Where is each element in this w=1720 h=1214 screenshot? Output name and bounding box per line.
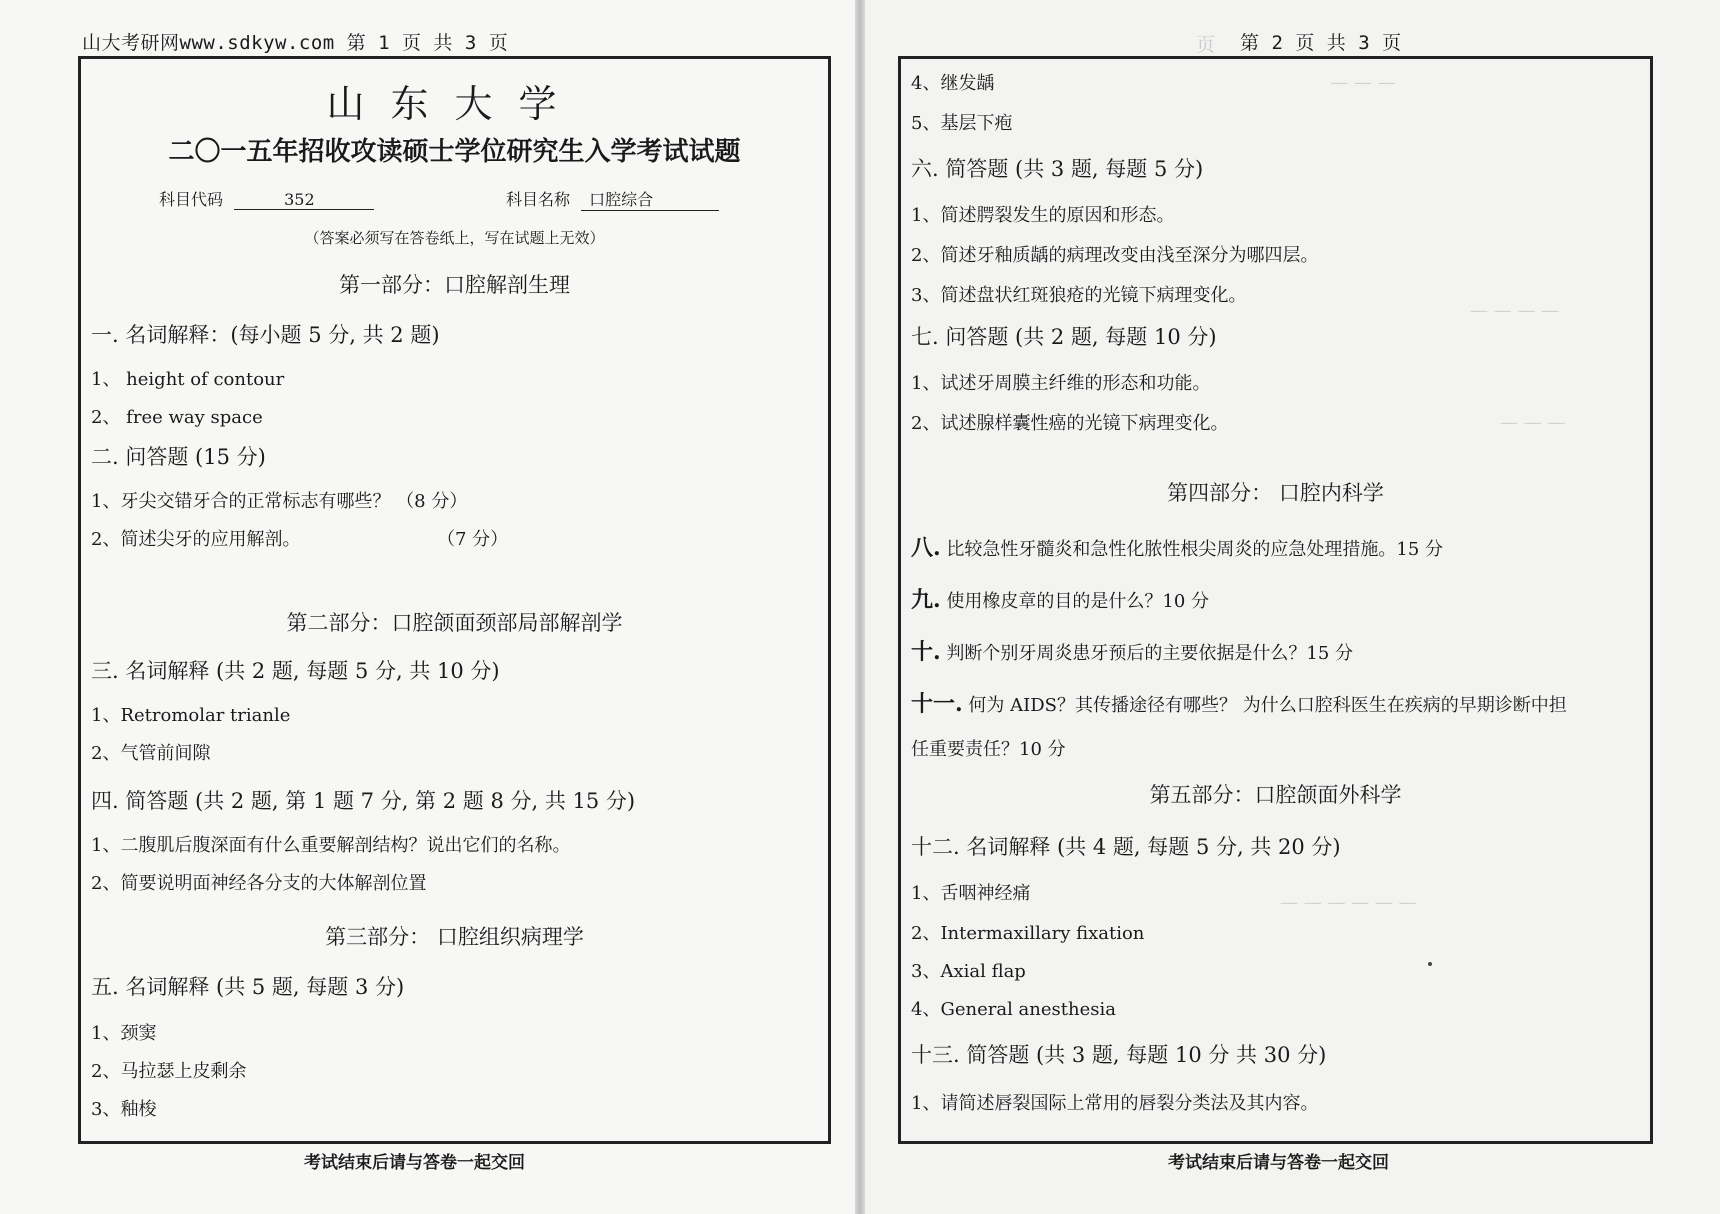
question-text: 3、简述盘状红斑狼疮的光镜下病理变化。 [911, 285, 1247, 306]
question-number: 十一. [911, 691, 963, 717]
question-text: 1、二腹肌后腹深面有什么重要解剖结构？说出它们的名称。 [91, 835, 571, 856]
part-4-heading: 第四部分： 口腔内科学 [1167, 481, 1384, 505]
page-fold [855, 0, 865, 1214]
question-text: 1、 height of contour [91, 369, 285, 390]
question-text: 2、马拉瑟上皮剩余 [91, 1061, 247, 1082]
question-text: 任重要责任？10 分 [911, 739, 1066, 760]
exam-frame-left [78, 56, 831, 1144]
question-text: 2、Intermaxillary fixation [911, 923, 1145, 944]
question-text: 判断个别牙周炎患牙预后的主要依据是什么？15 分 [946, 643, 1354, 664]
question-9 [911, 583, 1209, 614]
question-text: 1、简述腭裂发生的原因和形态。 [911, 205, 1175, 226]
part-5-heading: 第五部分：口腔颌面外科学 [1149, 783, 1402, 807]
page-header-right: 第 2 页 共 3 页 [1240, 32, 1402, 54]
bleed-through-mark: 页 [1196, 34, 1216, 56]
page-header-left: 山大考研网www.sdkyw.com 第 1 页 共 3 页 [82, 32, 509, 54]
question-text: 5、基层下疱 [911, 113, 1013, 134]
question-number: 九. [911, 587, 941, 613]
section-3-heading: 三. 名词解释 (共 2 题, 每题 5 分, 共 10 分) [91, 659, 500, 683]
question-number: 八. [911, 535, 941, 561]
question-8 [911, 531, 1443, 562]
subject-code-value: 352 [234, 190, 374, 210]
question-text: 何为 AIDS？其传播途径有哪些？ 为什么口腔科医生在疾病的早期诊断中担 [968, 695, 1567, 716]
section-4-heading: 四. 简答题 (共 2 题, 第 1 题 7 分, 第 2 题 8 分, 共 15 分) [91, 789, 636, 813]
question-number: 十. [911, 639, 941, 665]
question-text: 2、简述牙釉质龋的病理改变由浅至深分为哪四层。 [911, 245, 1319, 266]
question-text: 2、简述尖牙的应用解剖。 [91, 529, 301, 550]
part-2-heading: 第二部分：口腔颌面颈部局部解剖学 [286, 611, 623, 635]
question-score: （7 分） [437, 529, 509, 550]
question-text: 1、牙尖交错牙合的正常标志有哪些？ （8 分） [91, 491, 468, 512]
question-text: 1、颈窦 [91, 1023, 157, 1044]
page-footer-right: 考试结束后请与答卷一起交回 [1168, 1153, 1389, 1173]
question-text: 2、 free way space [91, 407, 263, 428]
exam-title: 二〇一五年招收攻读硕士学位研究生入学考试试题 [168, 137, 741, 167]
section-2-heading: 二. 问答题 (15 分) [91, 445, 266, 469]
section-12-heading: 十二. 名词解释 (共 4 题, 每题 5 分, 共 20 分) [911, 835, 1341, 859]
subject-code-label: 科目代码 [159, 190, 224, 209]
question-10 [911, 635, 1353, 666]
question-text: 1、舌咽神经痛 [911, 883, 1031, 904]
university-title: 山东大学 [326, 82, 583, 126]
section-1-heading: 一. 名词解释：(每小题 5 分, 共 2 题) [91, 323, 440, 347]
question-text: 3、釉梭 [91, 1099, 157, 1120]
question-text: 1、Retromolar trianle [91, 705, 291, 726]
question-text: 4、继发龋 [911, 73, 995, 94]
question-text: 1、试述牙周膜主纤维的形态和功能。 [911, 373, 1211, 394]
exam-frame-right [898, 56, 1653, 1144]
question-text: 2、试述腺样囊性癌的光镜下病理变化。 [911, 413, 1229, 434]
section-7-heading: 七. 问答题 (共 2 题, 每题 10 分) [911, 325, 1217, 349]
answer-note: （答案必须写在答卷纸上，写在试题上无效） [304, 229, 605, 247]
question-text: 1、请简述唇裂国际上常用的唇裂分类法及其内容。 [911, 1093, 1319, 1114]
question-text: 使用橡皮章的目的是什么？10 分 [946, 591, 1210, 612]
subject-name [506, 187, 719, 211]
section-13-heading: 十三. 简答题 (共 3 题, 每题 10 分 共 30 分) [911, 1043, 1327, 1067]
question-text: 2、气管前间隙 [91, 743, 211, 764]
section-5-heading: 五. 名词解释 (共 5 题, 每题 3 分) [91, 975, 405, 999]
subject-code [159, 187, 374, 210]
subject-name-value: 口腔综合 [581, 187, 719, 211]
part-1-heading: 第一部分：口腔解剖生理 [339, 273, 570, 297]
page-footer-left: 考试结束后请与答卷一起交回 [304, 1153, 525, 1173]
question-text: 比较急性牙髓炎和急性化脓性根尖周炎的应急处理措施。15 分 [946, 539, 1444, 560]
question-text: 2、简要说明面神经各分支的大体解剖位置 [91, 873, 427, 894]
section-6-heading: 六. 简答题 (共 3 题, 每题 5 分) [911, 157, 1204, 181]
question-11 [911, 687, 1567, 718]
subject-name-label: 科目名称 [506, 190, 571, 209]
part-3-heading: 第三部分： 口腔组织病理学 [325, 925, 584, 949]
question-text: 3、Axial flap [911, 961, 1026, 982]
question-text: 4、General anesthesia [911, 999, 1116, 1020]
